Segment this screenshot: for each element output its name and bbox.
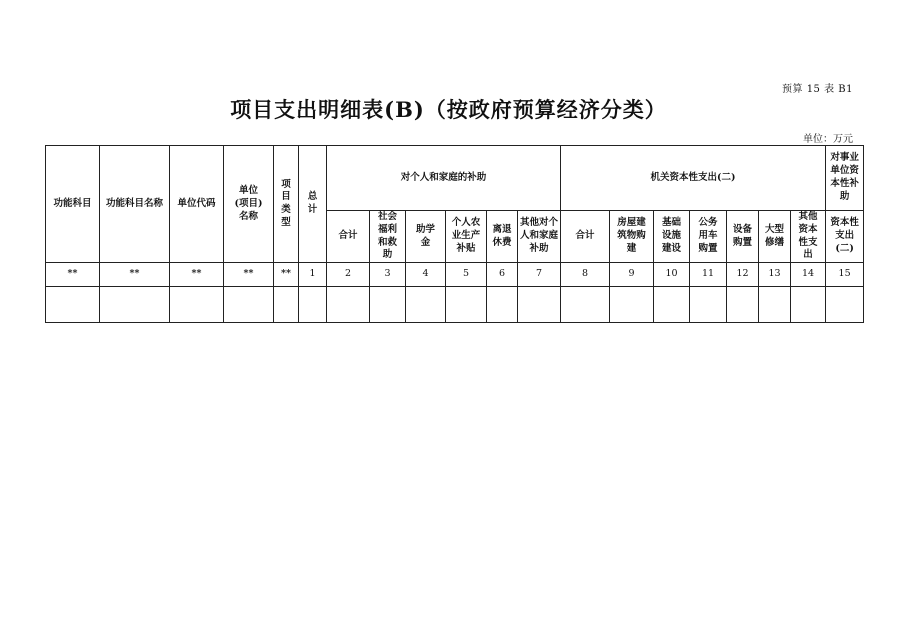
sub-capital-total: 合计 xyxy=(561,211,610,263)
data-cell xyxy=(100,287,170,323)
unit-label: 单位：万元 xyxy=(803,134,853,145)
sub-agri-subsidy xyxy=(446,211,487,263)
sub-agri-subsidy-text: 个人农业生产补贴 xyxy=(451,217,481,255)
data-cell xyxy=(446,287,487,323)
data-cell xyxy=(327,287,370,323)
data-cell xyxy=(727,287,759,323)
code-star: ** xyxy=(224,263,274,287)
data-cell xyxy=(690,287,727,323)
code-number: 1 xyxy=(299,263,327,287)
code-number: 2 xyxy=(327,263,370,287)
data-cell xyxy=(518,287,561,323)
header-total xyxy=(299,146,327,263)
code-number: 3 xyxy=(370,263,406,287)
sub-equipment-text: 设备购置 xyxy=(733,223,753,248)
data-cell xyxy=(170,287,224,323)
sub-personal-total: 合计 xyxy=(327,211,370,263)
sub-social-welfare xyxy=(370,211,406,263)
header-unit-code: 单位代码 xyxy=(170,146,224,263)
code-number: 8 xyxy=(561,263,610,287)
header-unit-project-name xyxy=(224,146,274,263)
code-number: 9 xyxy=(610,263,654,287)
code-number: 15 xyxy=(826,263,864,287)
code-number: 14 xyxy=(791,263,826,287)
sub-official-car xyxy=(690,211,727,263)
sub-other-capital-text: 其他资本性支出 xyxy=(798,211,818,261)
page-title: 项目支出明细表(B)（按政府预算经济分类） xyxy=(230,97,667,122)
table-row xyxy=(46,287,864,323)
sub-major-repair-text: 大型修缮 xyxy=(765,223,785,248)
budget-table xyxy=(45,145,864,323)
data-cell xyxy=(46,287,100,323)
code-number: 13 xyxy=(759,263,791,287)
sub-infrastructure-text: 基础设施建设 xyxy=(662,217,682,255)
code-number: 11 xyxy=(690,263,727,287)
last-group-header xyxy=(826,146,864,211)
header-project-type xyxy=(274,146,299,263)
code-number: 4 xyxy=(406,263,446,287)
sub-other-personal-text: 其他对个人和家庭补助 xyxy=(520,217,559,255)
table-row-codes xyxy=(46,263,864,287)
sub-building-text: 房屋建筑物购建 xyxy=(617,217,646,255)
code-number: 6 xyxy=(487,263,518,287)
code-number: 7 xyxy=(518,263,561,287)
sub-social-welfare-text: 社会福利和救助 xyxy=(377,211,397,261)
code-number: 12 xyxy=(727,263,759,287)
data-cell xyxy=(610,287,654,323)
last-group-header-text: 对事业单位资本性补助 xyxy=(830,152,859,202)
sub-official-car-text: 公务用车购置 xyxy=(698,217,718,255)
sub-other-capital xyxy=(791,211,826,263)
data-cell xyxy=(406,287,446,323)
data-cell xyxy=(299,287,327,323)
sub-infrastructure xyxy=(654,211,690,263)
data-cell xyxy=(759,287,791,323)
data-cell xyxy=(487,287,518,323)
sub-major-repair xyxy=(759,211,791,263)
code-star: ** xyxy=(100,263,170,287)
data-cell xyxy=(791,287,826,323)
code-number: 10 xyxy=(654,263,690,287)
sub-equipment xyxy=(727,211,759,263)
sub-capital-expenditure-2-text: 资本性支出(二) xyxy=(830,217,859,255)
table-code: 预算 15 表 B1 xyxy=(782,84,853,95)
data-cell xyxy=(561,287,610,323)
data-cell xyxy=(654,287,690,323)
sub-scholarship xyxy=(406,211,446,263)
data-cell xyxy=(826,287,864,323)
code-star: ** xyxy=(46,263,100,287)
sub-capital-expenditure-2 xyxy=(826,211,864,263)
sub-other-personal xyxy=(518,211,561,263)
sub-building xyxy=(610,211,654,263)
sub-retirement xyxy=(487,211,518,263)
header-total-text: 总计 xyxy=(307,191,318,216)
code-number: 5 xyxy=(446,263,487,287)
data-cell xyxy=(224,287,274,323)
header-unit-project-name-text: 单位(项目)名称 xyxy=(234,184,263,222)
header-project-type-text: 项目类型 xyxy=(281,178,291,228)
group-personal-header: 对个人和家庭的补助 xyxy=(327,146,561,211)
data-cell xyxy=(274,287,299,323)
data-cell xyxy=(370,287,406,323)
code-star: ** xyxy=(170,263,224,287)
group-capital-header: 机关资本性支出(二) xyxy=(561,146,826,211)
sub-retirement-text: 离退休费 xyxy=(492,223,512,248)
sub-scholarship-text: 助学金 xyxy=(415,223,435,248)
header-func-subject-name: 功能科目名称 xyxy=(100,146,170,263)
code-star: ** xyxy=(274,263,299,287)
header-func-subject: 功能科目 xyxy=(46,146,100,263)
